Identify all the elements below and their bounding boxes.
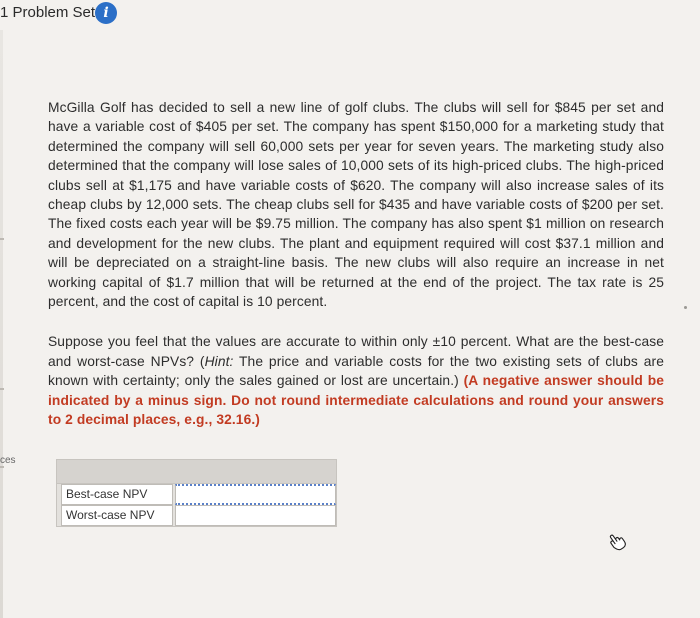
info-icon[interactable]: i [95, 2, 117, 24]
best-case-npv-input[interactable] [175, 484, 336, 505]
answer-table-header [57, 460, 336, 484]
answer-row-worst-case [61, 505, 336, 526]
problem-paragraph: McGilla Golf has decided to sell a new line of golf clubs. The clubs will sell for $845 per set and have a variable cost of $405 per set. The company has spent $150,000 for a marketing study that determined the company will sell 60,000 sets per year for seven years. The marketing study also determined that the company will lose sales of 10,000 sets of its high-priced clubs. The high-priced clubs sell at $1,175 and have variable costs of $620. The company will also increase sales of its cheap clubs by 12,000 sets. The cheap clubs sell for $435 and have variable costs of $200 per set. The fixed costs each year will be $9.75 million. The company has also spent $1 million on research and development for the new clubs. The plant and equipment required will cost $37.1 million and will be depreciated on a straight-line basis. The new clubs will also require an increase in net working capital of $1.7 million that will be returned at the end of the project. The tax rate is 25 percent, and the cost of capital is 10 percent. [48, 100, 664, 310]
page-title: 1 Problem Set [0, 4, 96, 21]
answer-table [56, 459, 337, 527]
worst-case-npv-input[interactable] [175, 505, 336, 526]
top-bar [0, 0, 700, 28]
hint-text: The price and variable costs for the two existing sets of clubs are known with certainty; only the sales gained or lost are uncertain.) [48, 353, 664, 389]
hint-label: Hint: [204, 353, 234, 369]
problem-text [48, 98, 664, 430]
answer-row-best-case [61, 484, 336, 505]
mouse-pointer-icon [607, 530, 629, 552]
left-navigation-edge[interactable] [0, 30, 3, 618]
best-case-npv-label: Best-case NPV [61, 484, 173, 505]
left-rail-marker [0, 466, 4, 468]
side-panel-fragment[interactable]: ces [0, 455, 16, 466]
question-text: Suppose you feel that the values are accurate to within only ±10 percent. What are the best-case and worst-case NPVs? ( [48, 334, 664, 369]
worst-case-npv-label: Worst-case NPV [61, 505, 173, 526]
instruction-emphasis: (A negative answer should be indicated by a minus sign. Do not round intermediate calculations and round your answers to 2 decimal places, e.g., 32.16.) [48, 373, 664, 428]
left-rail-marker [0, 238, 4, 240]
question-paragraph [48, 332, 664, 429]
page-dot-marker [684, 306, 687, 309]
left-rail-marker [0, 388, 4, 390]
